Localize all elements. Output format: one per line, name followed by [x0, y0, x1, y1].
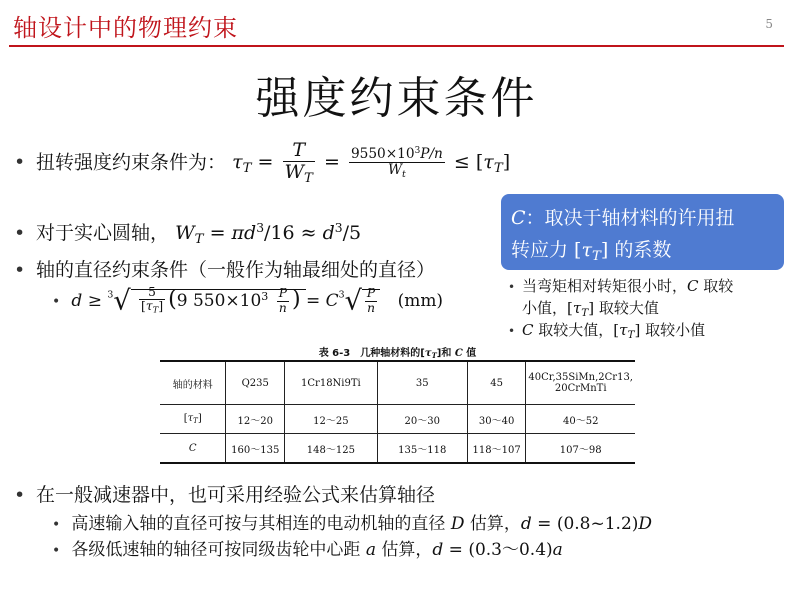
table-cell: 40～52 [526, 405, 635, 434]
reducer-label: 在一般减速器中，也可采用经验公式来估算轴径 [36, 484, 436, 506]
table-cell: 45 [467, 361, 526, 405]
solid-formula: $W_T = \pi d^3/16 \approx d^3/5$ [175, 221, 362, 247]
sub-bullet-dot: • [52, 543, 61, 559]
material-table [160, 360, 635, 464]
table-cell: 12～20 [226, 405, 285, 434]
bullet-reducer-estimate [14, 480, 435, 507]
solid-label: 对于实心圆轴， [36, 222, 170, 244]
callout-line-1: C：取决于轴材料的许用扭 [511, 207, 735, 229]
diameter-label: 轴的直径约束条件（一般作为轴最细处的直径） [36, 259, 436, 281]
table-caption: 表 6-3 几种轴材料的$[\tau_T]$和 C 值 [318, 348, 477, 361]
note-dot: • [508, 324, 516, 338]
table-header-cell: C [160, 434, 226, 464]
callout-line-2: 转应力 $[\tau_T]$ 的系数 [511, 239, 672, 264]
table-cell: 12～25 [285, 405, 378, 434]
bullet-torsion-constraint [14, 140, 510, 187]
coefficient-callout [501, 194, 784, 270]
bullet-dot: • [14, 259, 26, 281]
slide-title: 强度约束条件 [255, 73, 538, 124]
sub-bullet-dot: • [52, 517, 61, 533]
page-number: 5 [765, 17, 773, 31]
torsion-frac2-num: $9550\times 10^3P/n$ [350, 145, 443, 162]
sub-bullet-low-speed: • 各级低速轴的轴径可按同级齿轮中心距 a 估算，d = (0.3～0.4)a [52, 540, 563, 560]
table-cell: 148～125 [285, 434, 378, 464]
table-header-cell: 轴的材料 [160, 361, 226, 405]
note-small-moment: • 当弯矩相对转矩很小时，C 取较 小值，$[\tau_T]$ 取较大值 [508, 277, 734, 320]
torsion-formula: $\tau_T$ = $\frac{T}{W_T}$ = $\frac{9550\times 10^3P/n}{W_t}$ ≤ $[\tau_T]$ [232, 139, 511, 186]
bullet-dot: • [14, 484, 26, 506]
table-cell: 35 [377, 361, 467, 405]
bullet-solid-shaft [14, 218, 361, 247]
table-cell: 40Cr,35SiMn,2Cr13, 20CrMnTi [526, 361, 635, 405]
torsion-label: 扭转强度约束条件为： [36, 151, 227, 174]
diameter-formula: d ≥ $^3$√ $\frac{5}{[\tau_T]}$ (9 $550\times 10^3$ $\frac{P}{n}$ ) = $C^3√$ $\frac{P}{n}$ (mm) [71, 285, 444, 317]
diameter-unit: (mm) [397, 290, 444, 311]
table-cell: 107～98 [526, 434, 635, 464]
table-cell: 135～118 [377, 434, 467, 464]
table-cell: Q235 [226, 361, 285, 405]
table-row-c [160, 434, 635, 464]
sub-bullet-high-speed: • 高速输入轴的直径可按与其相连的电动机轴的直径 D 估算，d = (0.8~1.2)D [52, 514, 653, 534]
table-row-tau [160, 405, 635, 434]
table-cell: 20～30 [377, 405, 467, 434]
sub-bullet-dot: • [52, 293, 61, 310]
bullet-dot: • [14, 222, 26, 244]
table-row-materials [160, 361, 635, 405]
table-cell: 1Cr18Ni9Ti [285, 361, 378, 405]
torsion-frac-num: T [283, 140, 315, 162]
bullet-dot: • [14, 151, 26, 174]
header-title: 轴设计中的物理约束 [13, 14, 238, 42]
table-header-cell: $[\tau_T]$ [160, 405, 226, 434]
table-cell: 30～40 [467, 405, 526, 434]
header-divider [9, 45, 784, 47]
table-cell: 118～107 [467, 434, 526, 464]
note-large-c: • C 取较大值，$[\tau_T]$ 取较小值 [508, 321, 706, 342]
note-dot: • [508, 280, 516, 294]
table-cell: 160～135 [226, 434, 285, 464]
diameter-formula-row [52, 285, 443, 316]
bullet-diameter-constraint [14, 255, 435, 282]
